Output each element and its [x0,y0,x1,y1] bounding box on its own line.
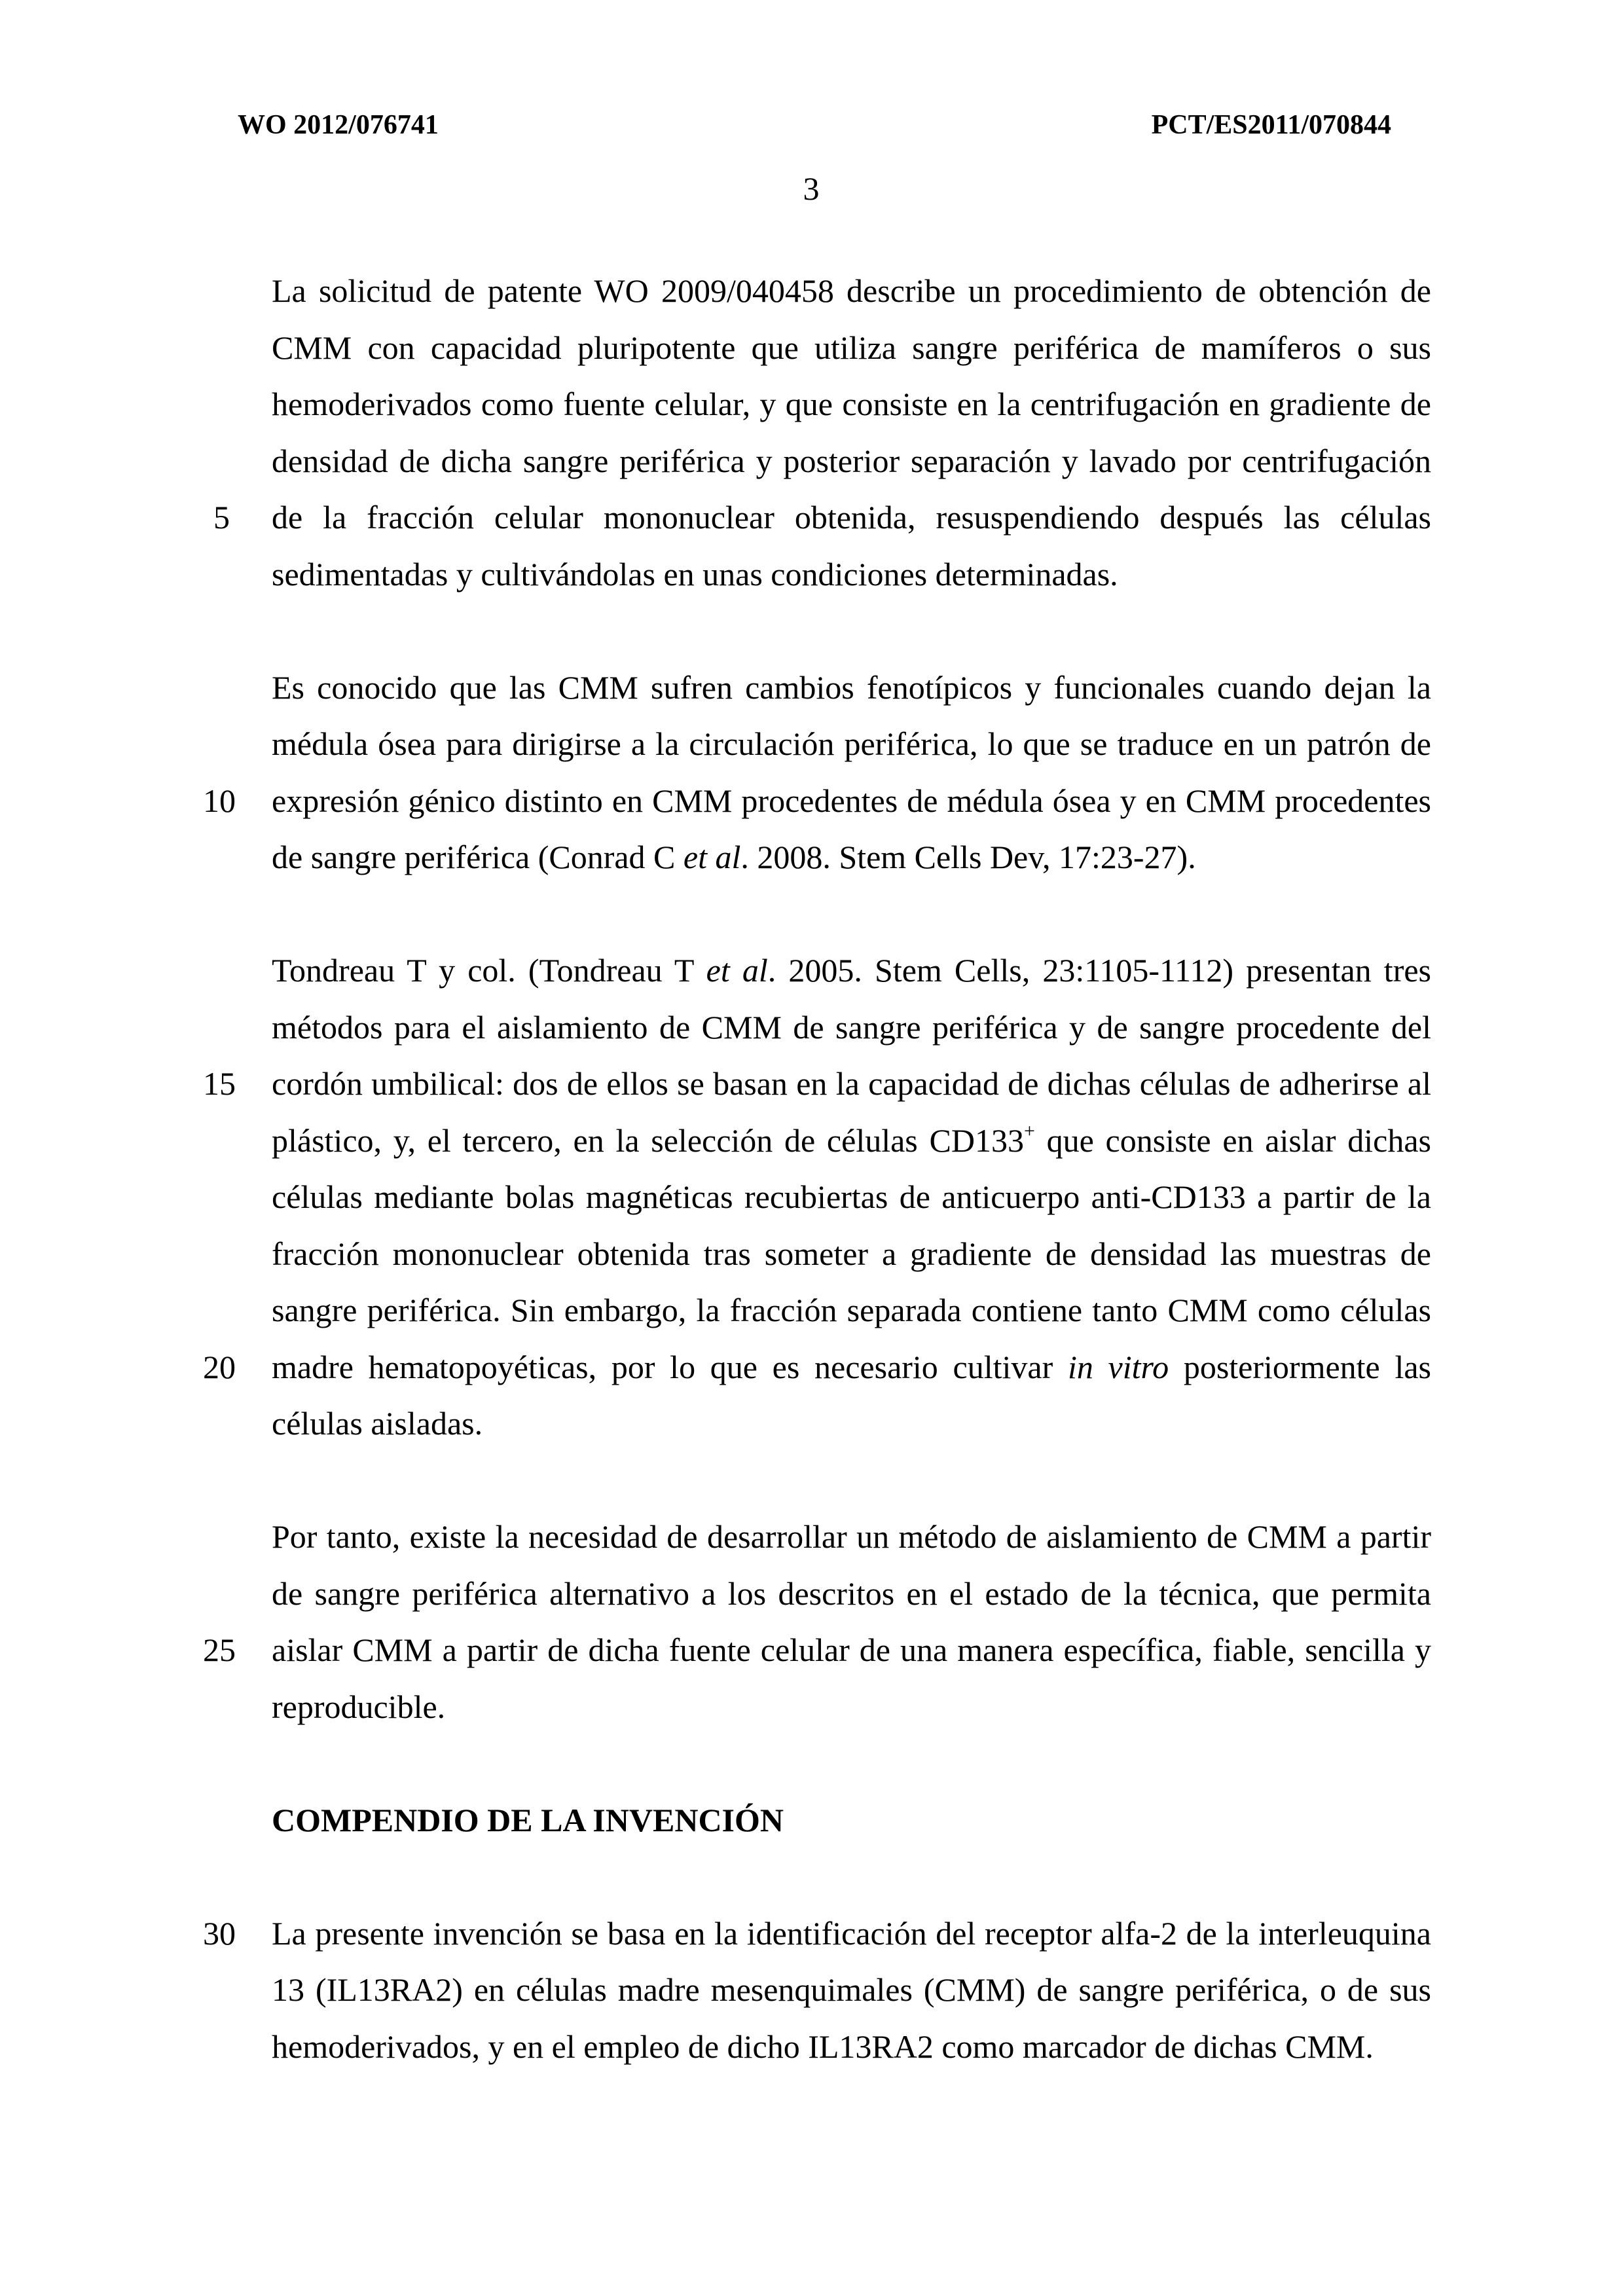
paragraph-line [272,441,1431,481]
superscript: + [1023,1120,1035,1142]
section-heading: COMPENDIO DE LA INVENCIÓN [272,1801,784,1838]
text-run: médula ósea para dirigirse a la circulación periférica, lo que se traduce en un patrón de [272,725,1431,762]
text-run: que consiste en aislar dichas [1034,1121,1431,1159]
paragraph-line [272,328,1431,367]
publication-number: WO 2012/076741 [238,110,439,140]
text-run: CMM con capacidad pluripotente que utiliza sangre periférica de mamíferos o sus [272,329,1431,366]
italic-text: et al [706,952,768,989]
paragraph-line [272,1970,1431,2009]
line-number: 10 [203,782,236,819]
text-run: Por tanto, existe la necesidad de desarrollar un método de aislamiento de CMM a partir [272,1518,1431,1555]
paragraph-line [272,1404,1431,1443]
text-run: Tondreau T y col. (Tondreau T [272,952,706,989]
paragraph-line [272,1347,1431,1387]
text-run: madre hematopoyéticas, por lo que es necesario cultivar [272,1348,1068,1385]
text-run: aislar CMM a partir de dicha fuente celular de una manera específica, fiable, sencilla y [272,1631,1431,1668]
paragraph-line [272,1121,1431,1160]
paragraph-line [272,1064,1431,1103]
paragraph-line [272,951,1431,990]
text-run: cordón umbilical: dos de ellos se basan en la capacidad de dichas células de adherirse al [272,1065,1431,1102]
italic-text: et al [683,839,741,875]
text-run: células mediante bolas magnéticas recubiertas de anticuerpo anti-CD133 a partir de la [272,1178,1431,1215]
text-run: La solicitud de patente WO 2009/040458 describe un procedimiento de obtención de [272,272,1431,309]
paragraph-line [272,1290,1431,1330]
line-number: 5 [213,499,230,536]
line-number: 30 [203,1914,236,1952]
text-run: densidad de dicha sangre periférica y posterior separación y lavado por centrifugación [272,442,1431,479]
text-run: expresión génico distinto en CMM procedentes de médula ósea y en CMM procedentes [272,782,1431,819]
paragraph-line [272,668,1431,707]
line-number: 20 [203,1348,236,1385]
text-run: 13 (IL13RA2) en células madre mesenquimales (CMM) de sangre periférica, o de sus [272,1971,1431,2008]
text-run: hemoderivados, y en el empleo de dicho IL13RA2 como marcador de dichas CMM. [272,2028,1374,2065]
text-run: de sangre periférica (Conrad C [272,839,684,875]
application-number: PCT/ES2011/070844 [1151,110,1391,140]
text-run: posteriormente las [1169,1348,1431,1385]
text-run: . 2008. Stem Cells Dev, 17:23-27). [740,839,1196,875]
text-run: sangre periférica. Sin embargo, la fracción separada contiene tanto CMM como células [272,1292,1431,1328]
paragraph-line [272,271,1431,310]
text-run: células aisladas. [272,1405,483,1442]
paragraph-line [272,498,1431,537]
text-run: de sangre periférica alternativo a los descritos en el estado de la técnica, que permita [272,1575,1431,1612]
text-run: plástico, y, el tercero, en la selección de células CD133 [272,1121,1024,1159]
paragraph-line [272,555,1431,594]
paragraph-line [272,781,1431,820]
text-run: . 2005. Stem Cells, 23:1105-1112) presentan tres [767,952,1431,989]
line-number: 25 [203,1631,236,1668]
paragraph-line [272,2027,1431,2066]
paragraph-line [272,1914,1431,1953]
text-run: de la fracción celular mononuclear obtenida, resuspendiendo después las células [272,499,1431,536]
text-run: fracción mononuclear obtenida tras someter a gradiente de densidad las muestras de [272,1235,1431,1272]
text-run: reproducible. [272,1688,446,1725]
text-run: métodos para el aislamiento de CMM de sangre periférica y de sangre procedente del [272,1008,1431,1046]
line-number: 15 [203,1065,236,1102]
page-number: 3 [803,170,820,207]
paragraph-line [272,1234,1431,1273]
text-run: sedimentadas y cultivándolas en unas condiciones determinadas. [272,555,1118,592]
paragraph-line [272,1008,1431,1047]
paragraph-line [272,384,1431,424]
paragraph-line [272,724,1431,763]
paragraph-line [272,1687,1431,1726]
text-run: La presente invención se basa en la identificación del receptor alfa-2 de la interleuquina [272,1914,1431,1952]
text-run: hemoderivados como fuente celular, y que consiste en la centrifugación en gradiente de [272,386,1431,422]
paragraph-line [272,1517,1431,1556]
italic-text: in vitro [1067,1348,1169,1385]
paragraph-line [272,1177,1431,1216]
text-run: Es conocido que las CMM sufren cambios fenotípicos y funcionales cuando dejan la [272,668,1431,706]
paragraph-line [272,1630,1431,1669]
paragraph-line [272,837,1431,877]
paragraph-line [272,1574,1431,1613]
